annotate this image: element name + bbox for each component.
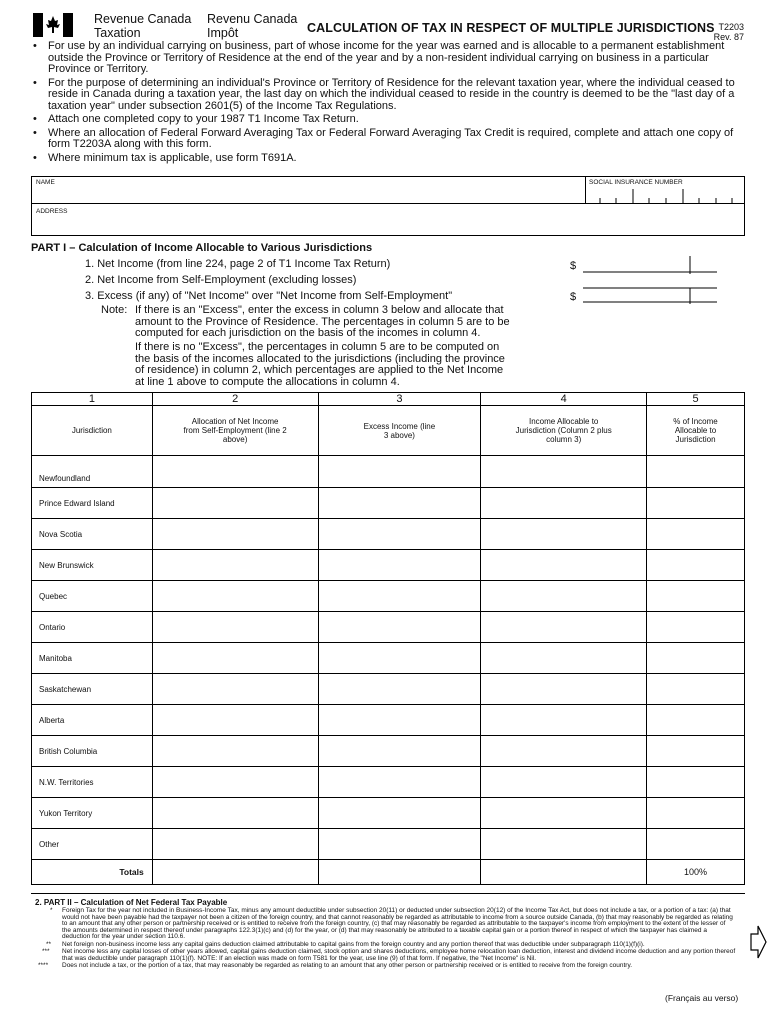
form-title: CALCULATION OF TAX IN RESPECT OF MULTIPLE JURISDICTIONS (307, 21, 715, 35)
total-cell[interactable] (481, 860, 647, 885)
note-label: Note: (101, 304, 128, 316)
col-header-income-allocable: Income Allocable to Jurisdiction (Column 2 plus column 3) (481, 406, 647, 456)
amount-cell[interactable] (481, 767, 647, 798)
note-excess: If there is an "Excess", enter the excess in column 3 below and allocate that amount to the Province of Residence. The percentages in column 5 are to be computed for each jurisdiction on the basis of the incomes in column 4. (135, 304, 510, 339)
amount-cell[interactable] (318, 767, 481, 798)
totals-row (32, 860, 745, 885)
total-percent: 100% (647, 860, 745, 885)
col-header-self-employment: Allocation of Net Income from Self-Employment (line 2 above) (152, 406, 318, 456)
note-no-excess: If there is no "Excess", the percentages in column 5 are to be computed on the basis of the incomes allocated to the jurisdictions (including the province of residence) in column 2, which percentages are applied to the Net Income at line 1 above to compute the allocations in column 4. (135, 341, 505, 388)
jurisdiction-name: Yukon Territory (32, 798, 153, 829)
amount-cell[interactable] (152, 612, 318, 643)
amount-cell[interactable] (152, 829, 318, 860)
col-number: 4 (481, 393, 647, 406)
canada-flag-icon (33, 13, 73, 37)
amount-cell[interactable] (152, 705, 318, 736)
percent-cell[interactable] (647, 705, 745, 736)
amount-cell[interactable] (318, 612, 481, 643)
col-number: 1 (32, 393, 153, 406)
part1-title: PART I – Calculation of Income Allocable to Various Jurisdictions (31, 242, 373, 254)
amount-lines (580, 254, 720, 306)
amount-cell[interactable] (481, 612, 647, 643)
department-name-french: Revenu Canada Impôt (207, 12, 298, 40)
instruction-item: • Where an allocation of Federal Forward Averaging Tax or Federal Forward Averaging Tax Credit is required, complete and attach one copy of form T2203A along with this form. (30, 128, 750, 151)
col-header-percent: % of Income Allocable to Jurisdiction (647, 406, 745, 456)
part1-line1-label: 1. Net Income (from line 224, page 2 of T1 Income Tax Return) (85, 258, 391, 270)
table-row (32, 456, 745, 488)
amount-cell[interactable] (481, 643, 647, 674)
amount-cell[interactable] (481, 456, 647, 488)
amount-cell[interactable] (318, 643, 481, 674)
amount-cell[interactable] (152, 519, 318, 550)
amount-cell[interactable] (481, 829, 647, 860)
table-row (32, 674, 745, 705)
amount-cell[interactable] (481, 519, 647, 550)
amount-cell[interactable] (152, 767, 318, 798)
jurisdiction-name: Alberta (32, 705, 153, 736)
col-header-excess: Excess Income (line 3 above) (318, 406, 481, 456)
table-row (32, 612, 745, 643)
col-header-jurisdiction: Jurisdiction (32, 406, 153, 456)
amount-cell[interactable] (481, 798, 647, 829)
amount-cell[interactable] (481, 581, 647, 612)
footnote: *** Net income less any capital losses of other years allowed, capital gains deduction claimed, stock option and shares deductions, employee home relocation loan deduction, interest and dividend income deduction and any portion thereof that was deductible under paragraph 110(1)(f). NOTE: If an election was made on form T581 for the year, use line (9) of that form. If negative, the "Net Income" is Nil. (42, 948, 736, 962)
percent-cell[interactable] (647, 829, 745, 860)
percent-cell[interactable] (647, 612, 745, 643)
name-label: NAME (36, 179, 55, 186)
jurisdiction-name: Quebec (32, 581, 153, 612)
amount-cell[interactable] (481, 488, 647, 519)
french-version-note: (Français au verso) (665, 993, 739, 1003)
jurisdiction-name: Manitoba (32, 643, 153, 674)
amount-cell[interactable] (152, 736, 318, 767)
table-row (32, 643, 745, 674)
table-row (32, 581, 745, 612)
table-row (32, 798, 745, 829)
col-number: 5 (647, 393, 745, 406)
total-cell[interactable] (152, 860, 318, 885)
amount-cell[interactable] (152, 550, 318, 581)
name-field[interactable] (32, 177, 585, 203)
jurisdiction-name: British Columbia (32, 736, 153, 767)
part2-notes (31, 908, 736, 970)
col-number: 3 (318, 393, 481, 406)
amount-cell[interactable] (481, 550, 647, 581)
amount-cell[interactable] (318, 705, 481, 736)
jurisdiction-name: Other (32, 829, 153, 860)
jurisdiction-name: Newfoundland (32, 456, 153, 488)
jurisdiction-name: Prince Edward Island (32, 488, 153, 519)
percent-cell[interactable] (647, 550, 745, 581)
percent-cell[interactable] (647, 456, 745, 488)
amount-cell[interactable] (152, 674, 318, 705)
line1-dollar-sign: $ (570, 260, 577, 272)
table-row (32, 767, 745, 798)
table-row (32, 550, 745, 581)
amount-cell[interactable] (318, 456, 481, 488)
amount-cell[interactable] (152, 643, 318, 674)
amount-cell[interactable] (318, 674, 481, 705)
address-field[interactable] (32, 204, 744, 235)
jurisdiction-name: Ontario (32, 612, 153, 643)
instruction-item: • For the purpose of determining an individual's Province or Territory of Residence for the relevant taxation year, where the individual ceased to reside in Canada during a taxation year, the last day on which the individual ceased to reside in the country is deemed to be the "last day of a taxation year" under subsection 2601(5) of the Income Tax Regulations. (30, 78, 750, 113)
amount-cell[interactable] (318, 519, 481, 550)
identification-box (31, 176, 745, 236)
totals-label: Totals (32, 860, 153, 885)
percent-cell[interactable] (647, 643, 745, 674)
sin-label: SOCIAL INSURANCE NUMBER (589, 179, 683, 186)
percent-cell[interactable] (647, 798, 745, 829)
amount-cell[interactable] (152, 581, 318, 612)
form-number: T2203 Rev. 87 (713, 22, 744, 42)
amount-cell[interactable] (481, 705, 647, 736)
jurisdiction-name: New Brunswick (32, 550, 153, 581)
percent-cell[interactable] (647, 736, 745, 767)
percent-cell[interactable] (647, 519, 745, 550)
amount-cell[interactable] (318, 488, 481, 519)
jurisdiction-name: Saskatchewan (32, 674, 153, 705)
amount-cell[interactable] (481, 736, 647, 767)
instructions-list (30, 41, 750, 166)
part1-line3-label: 3. Excess (if any) of "Net Income" over "Net Income from Self-Employment" (85, 290, 453, 302)
amount-cell[interactable] (152, 456, 318, 488)
footnote: **** Does not include a tax, or the portion of a tax, that may reasonably be regarded as relating to an amount that any other person or partnership received or is entitled to receive from the foreign country. (38, 962, 633, 969)
part2-section (31, 893, 745, 1004)
percent-cell[interactable] (647, 767, 745, 798)
amount-cell[interactable] (481, 674, 647, 705)
address-label: ADDRESS (36, 208, 68, 215)
jurisdiction-name: N.W. Territories (32, 767, 153, 798)
allocation-table (31, 392, 745, 885)
amount-cell[interactable] (318, 829, 481, 860)
amount-cell[interactable] (152, 798, 318, 829)
instruction-item: • Attach one completed copy to your 1987 T1 Income Tax Return. (30, 114, 750, 126)
percent-cell[interactable] (647, 488, 745, 519)
footnote: ** Net foreign non-business income less any capital gains deduction claimed attributable to capital gains from the foreign country and any portion thereof that was deductible under subparagraph 110(1)(f)(i). (46, 940, 645, 948)
amount-cell[interactable] (318, 798, 481, 829)
percent-cell[interactable] (647, 581, 745, 612)
part2-title: 2. PART II – Calculation of Net Federal Tax Payable (35, 898, 228, 907)
line3-dollar-sign: $ (570, 291, 577, 303)
instruction-item: • Where minimum tax is applicable, use form T691A. (30, 153, 750, 165)
table-row (32, 519, 745, 550)
table-row (32, 829, 745, 860)
department-name-english: Revenue Canada Taxation (94, 12, 192, 40)
instruction-item: • For use by an individual carrying on business, part of whose income for the year was earned and is allocable to a permanent establishment outside the Province or Territory of Residence at the end of the year and by a non-resident individual carrying on business in a particular Province or Territory. (30, 41, 750, 76)
next-page-arrow-icon (749, 924, 767, 960)
amount-cell[interactable] (318, 581, 481, 612)
sin-field[interactable] (585, 177, 746, 203)
percent-cell[interactable] (647, 674, 745, 705)
part1-line2-label: 2. Net Income from Self-Employment (excluding losses) (85, 274, 357, 286)
table-row (32, 705, 745, 736)
jurisdiction-name: Nova Scotia (32, 519, 153, 550)
table-row (32, 488, 745, 519)
col-number: 2 (152, 393, 318, 406)
amount-cell[interactable] (152, 488, 318, 519)
total-cell[interactable] (318, 860, 481, 885)
table-row (32, 736, 745, 767)
amount-cell[interactable] (318, 736, 481, 767)
amount-cell[interactable] (318, 550, 481, 581)
footnote: * Foreign Tax for the year not included in Business-Income Tax, minus any amount deductible under subsection 20(11) or deducted under subsection 20(12) of the Income Tax Act, but does not include a tax, or a portion of a tax: (a) that would not have been payable had the taxpayer not been a citizen of the foreign country, and that cannot reasonably be regarded as attributable to income from a source outside Canada, (b) that may reasonably be regarded as relating to an amount that any other person or partnership received or is entitled to receive from the foreign country, (c) that may reasonably be regarded as attributable to the taxpayer's income from employment to the extent of the lesser of the amounts determined in respect thereof under paragraphs 122.3(1)(c) and (d) for the year, or (d) that may reasonably be attributed to a taxable capital gain or a portion thereof in respect of which the taxpayer has claimed a deduction for the year under section 110.6. (50, 907, 733, 940)
sin-digit-boxes (586, 187, 746, 203)
